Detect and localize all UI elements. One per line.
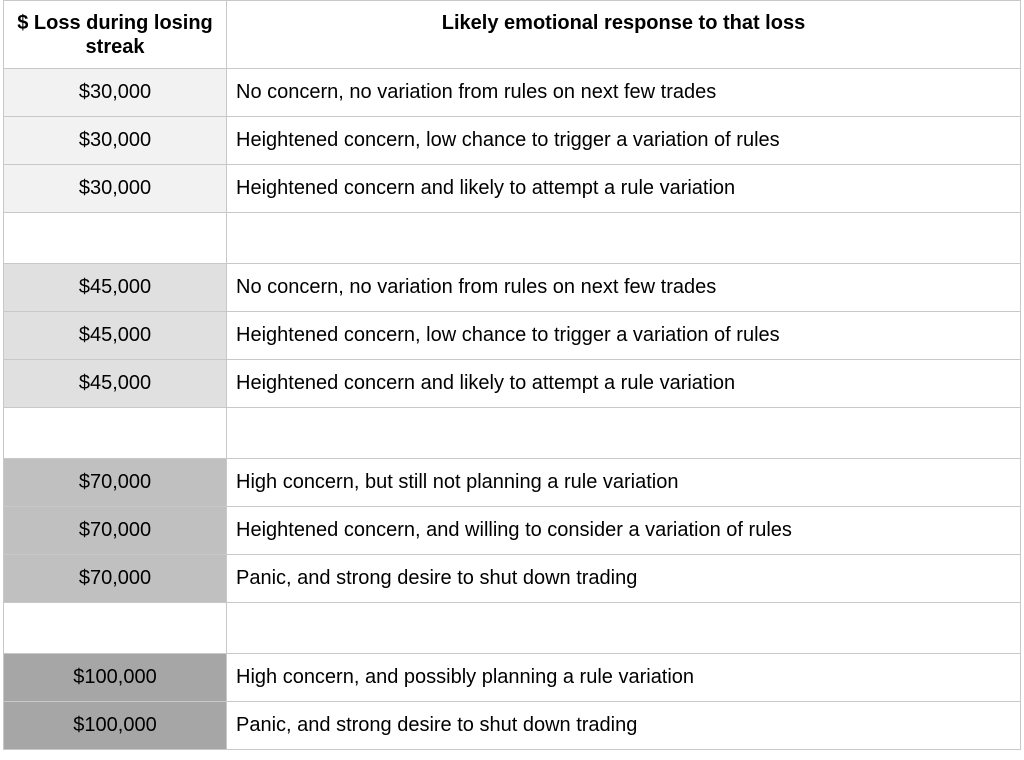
loss-cell: $30,000 [4, 165, 227, 213]
empty-cell [227, 603, 1021, 654]
loss-cell: $70,000 [4, 555, 227, 603]
response-cell: Heightened concern, and willing to consider a variation of rules [227, 507, 1021, 555]
table-row [4, 555, 1021, 603]
empty-cell [4, 603, 227, 654]
empty-cell [227, 408, 1021, 459]
table-row [4, 507, 1021, 555]
response-cell: Panic, and strong desire to shut down trading [227, 702, 1021, 750]
table-row [4, 654, 1021, 702]
loss-cell: $30,000 [4, 69, 227, 117]
empty-cell [227, 213, 1021, 264]
table-row [4, 117, 1021, 165]
response-cell: High concern, but still not planning a rule variation [227, 459, 1021, 507]
response-column-header: Likely emotional response to that loss [227, 1, 1021, 69]
loss-column-header: $ Loss during losing streak [4, 1, 227, 69]
loss-cell: $45,000 [4, 312, 227, 360]
response-cell: No concern, no variation from rules on next few trades [227, 264, 1021, 312]
table-row [4, 69, 1021, 117]
response-cell: No concern, no variation from rules on next few trades [227, 69, 1021, 117]
header-row [4, 1, 1021, 69]
empty-cell [4, 408, 227, 459]
table-row [4, 165, 1021, 213]
response-cell: Heightened concern and likely to attempt a rule variation [227, 360, 1021, 408]
response-cell: Heightened concern, low chance to trigger a variation of rules [227, 117, 1021, 165]
spacer-row [4, 408, 1021, 459]
spacer-row [4, 213, 1021, 264]
loss-cell: $45,000 [4, 264, 227, 312]
table-row [4, 459, 1021, 507]
empty-cell [4, 213, 227, 264]
loss-cell: $100,000 [4, 654, 227, 702]
loss-cell: $70,000 [4, 459, 227, 507]
response-cell: Heightened concern and likely to attempt a rule variation [227, 165, 1021, 213]
loss-response-table [3, 0, 1021, 750]
table-row [4, 264, 1021, 312]
table-row [4, 360, 1021, 408]
spacer-row [4, 603, 1021, 654]
response-cell: Heightened concern, low chance to trigger a variation of rules [227, 312, 1021, 360]
table-row [4, 702, 1021, 750]
loss-cell: $45,000 [4, 360, 227, 408]
response-cell: Panic, and strong desire to shut down trading [227, 555, 1021, 603]
loss-cell: $70,000 [4, 507, 227, 555]
table-body [4, 69, 1021, 750]
loss-cell: $100,000 [4, 702, 227, 750]
loss-cell: $30,000 [4, 117, 227, 165]
table-row [4, 312, 1021, 360]
response-cell: High concern, and possibly planning a rule variation [227, 654, 1021, 702]
